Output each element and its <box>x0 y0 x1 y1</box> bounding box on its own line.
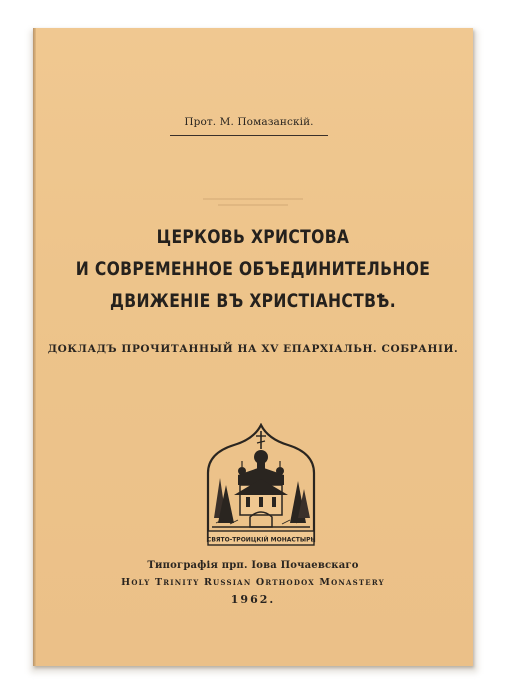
author-name: Прот. М. Помазанскій. <box>184 116 314 128</box>
booklet-cover <box>33 28 473 666</box>
subtitle: ДОКЛАДЪ ПРОЧИТАННЫЙ НА XV ЕПАРХІАЛЬН. СОБРАНІИ. <box>47 343 459 355</box>
imprint-press: Типографія прп. Іова Почаевскаго <box>147 560 359 571</box>
monastery-church-icon <box>204 423 318 555</box>
title-line-3: ДВИЖЕНІЕ ВЪ ХРИСТІАНСТВѢ. <box>110 290 396 312</box>
title-line-2: И СОВРЕМЕННОЕ ОБЪЕДИНИТЕЛЬНОЕ <box>75 258 431 280</box>
author-underline <box>170 135 328 136</box>
faint-offset-mark <box>218 204 288 206</box>
faint-offset-mark <box>203 198 303 200</box>
author-block <box>170 112 328 138</box>
emblem-banner-text: СВЯТО-ТРОИЦКІЙ МОНАСТЫРЬ <box>206 536 316 544</box>
title-line-1: ЦЕРКОВЬ ХРИСТОВА <box>156 226 350 248</box>
imprint-year: 1962. <box>230 593 276 606</box>
imprint-monastery: Holy Trinity Russian Orthodox Monastery <box>121 577 385 588</box>
